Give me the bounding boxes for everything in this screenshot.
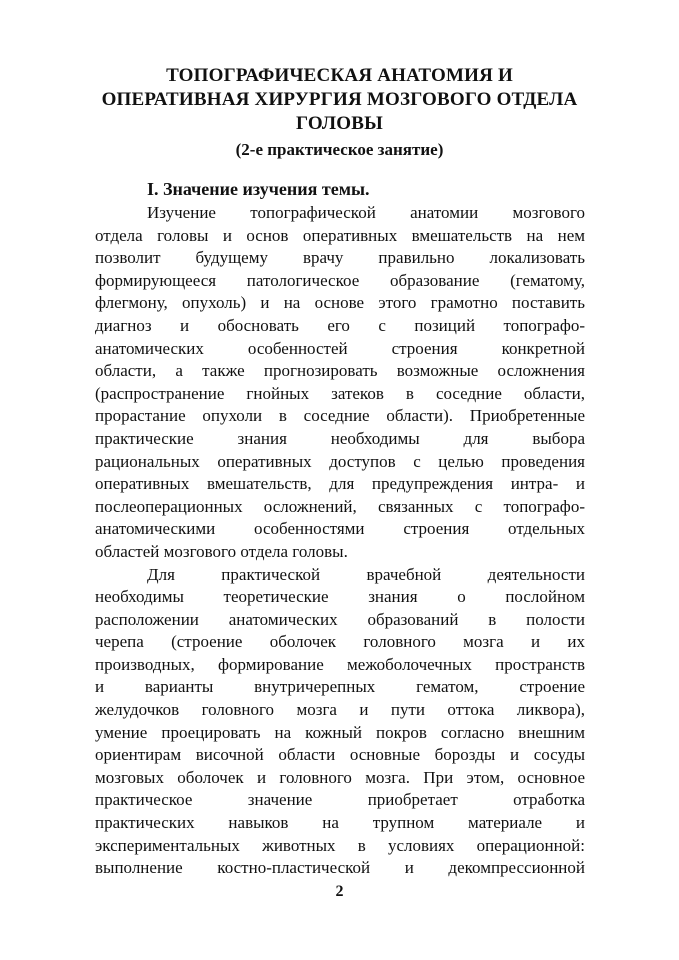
body-text [95, 202, 585, 880]
text-line: необходимы теоретические знания о послойном [95, 587, 585, 607]
text-line: Для практической врачебной деятельности [147, 564, 585, 584]
text-line: (распространение гнойных затеков в соседние области, [95, 383, 585, 403]
text-line: области, а также прогнозировать возможные осложнения [95, 361, 585, 381]
text-line: ориентирам височной области основные борозды и сосуды [95, 745, 585, 765]
text-line: расположении анатомических образований в полости [95, 609, 585, 629]
text-line: диагноз и обосновать его с позиций топографо- [95, 315, 585, 335]
text-line: производных, формирование межоболочечных пространств [95, 654, 585, 674]
text-line: экспериментальных животных в условиях операционной: [95, 835, 585, 855]
text-line: мозговых оболочек и головного мозга. При этом, основное [95, 767, 585, 787]
text-line: анатомическими особенностями строения отдельных [95, 519, 585, 539]
text-line: флегмону, опухоль) и на основе этого грамотно поставить [95, 293, 585, 313]
text-line: позволит будущему врачу правильно локализовать [95, 248, 585, 268]
text-line: оперативных вмешательств, для предупреждения интра- и [95, 474, 585, 494]
title-line-1: ТОПОГРАФИЧЕСКАЯ АНАТОМИЯ И [166, 65, 513, 86]
text-line: и варианты внутричерепных гематом, строение [95, 677, 585, 697]
text-line: формирующееся патологическое образование (гематому, [95, 270, 585, 290]
subtitle: (2-е практическое занятие) [235, 140, 444, 159]
title-line-3: ГОЛОВЫ [296, 113, 383, 134]
text-line: умение проецировать на кожный покров согласно внешним [95, 722, 585, 742]
text-line: Изучение топографической анатомии мозгового [147, 203, 585, 222]
page-number: 2 [335, 883, 344, 900]
text-line: желудочков головного мозга и пути оттока ликвора), [95, 700, 585, 720]
text-line: выполнение костно-пластической и декомпрессионной [95, 858, 585, 878]
text-line: отдела головы и основ оперативных вмешательств на нем [95, 225, 585, 245]
text-line: послеоперационных осложнений, связанных с топографо- [95, 496, 585, 516]
text-line: анатомических особенностей строения конкретной [95, 338, 585, 358]
text-line: практическое значение приобретает отработка [95, 790, 585, 810]
text-line: прорастание опухоли в соседние области). Приобретенные [95, 406, 585, 426]
text-line: практических навыков на трупном материале и [95, 813, 585, 833]
section-heading: I. Значение изучения темы. [147, 179, 370, 199]
text-line: практические знания необходимы для выбора [95, 428, 585, 448]
title-line-2: ОПЕРАТИВНАЯ ХИРУРГИЯ МОЗГОВОГО ОТДЕЛА [101, 89, 578, 110]
title-block [0, 64, 679, 162]
text-line: областей мозгового отдела головы. [95, 541, 348, 561]
text-line: рациональных оперативных доступов с целью проведения [95, 451, 585, 471]
text-line: черепа (строение оболочек головного мозга и их [95, 632, 585, 652]
